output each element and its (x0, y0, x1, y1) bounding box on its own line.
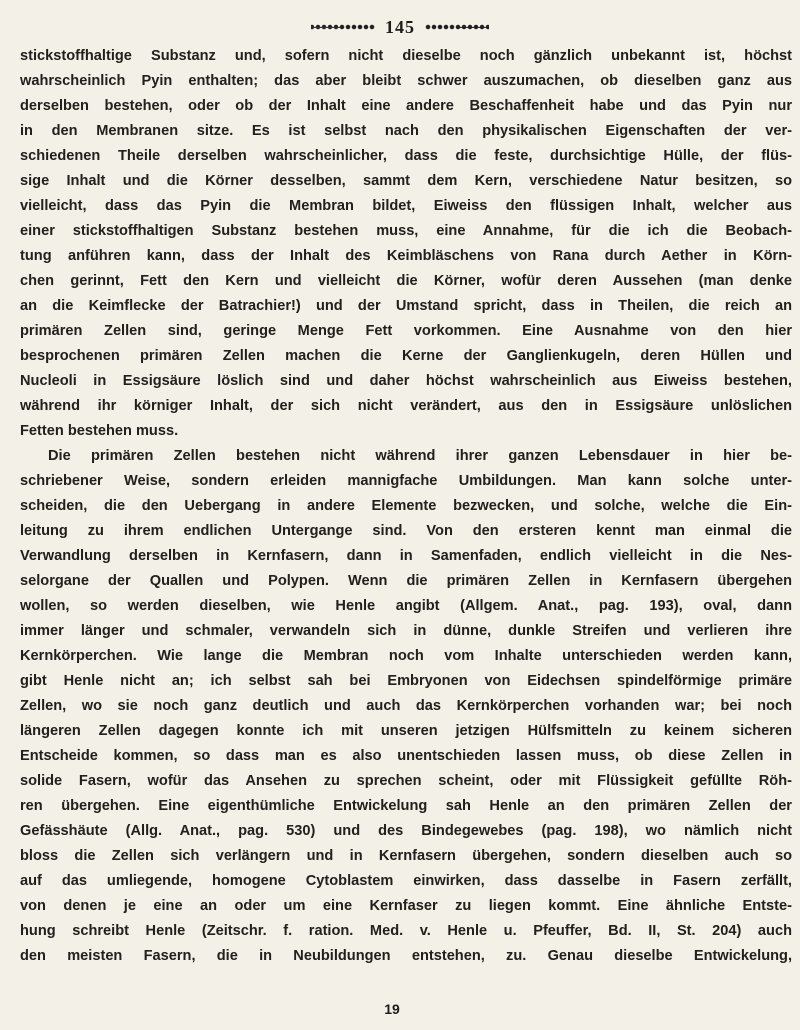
body-text (20, 44, 792, 969)
text-line: chen gerinnt, Fett den Kern und vielleicht die Körner, wofür deren Aussehen (man denke (20, 273, 792, 289)
text-line: Nucleoli in Essigsäure löslich sind und daher höchst wahrscheinlich aus Eiweiss bestehen, (20, 373, 792, 389)
ornament-right-icon (425, 24, 489, 30)
text-line: stickstoffhaltige Substanz und, sofern nicht dieselbe noch gänzlich unbekannt ist, höchst (20, 48, 792, 64)
text-line: primären Zellen sind, geringe Menge Fett vorkommen. Eine Ausnahme von den hier (20, 323, 792, 339)
text-line: tung anführen kann, dass der Inhalt des Keimbläschens von Rana durch Aether in Körn- (20, 248, 792, 264)
signature-number: 19 (384, 1001, 400, 1017)
text-line: vielleicht, dass das Pyin die Membran bildet, Eiweiss den flüssigen Inhalt, welcher aus (20, 198, 792, 214)
text-line: Fetten bestehen muss. (20, 423, 179, 439)
text-line: ren übergehen. Eine eigenthümliche Entwickelung sah Henle an den primären Zellen der (20, 798, 792, 814)
text-line: während ihr körniger Inhalt, der sich nicht verändert, aus den in Essigsäure unlöslichen (20, 398, 792, 414)
text-line: immer länger und schmaler, verwandeln sich in dünne, dunkle Streifen und verlieren ihre (20, 623, 792, 639)
text-line: derselben bestehen, oder ob der Inhalt eine andere Beschaffenheit habe und das Pyin nur (20, 98, 792, 114)
signature-mark (0, 1001, 800, 1017)
text-line: schriebener Weise, sondern erleiden mannigfache Umbildungen. Man kann solche unter- (20, 473, 792, 489)
text-line: an die Keimflecke der Batrachier!) und der Umstand spricht, dass in Theilen, die reich an (20, 298, 792, 314)
text-line: wahrscheinlich Pyin enthalten; das aber bleibt schwer auszumachen, ob dieselben ganz aus (20, 73, 792, 89)
text-line: wollen, so werden dieselben, wie Henle angibt (Allgem. Anat., pag. 193), oval, dann (20, 598, 792, 614)
text-line: scheiden, die den Uebergang in andere Elemente bezwecken, und solche, welche die Ein- (20, 498, 792, 514)
text-line: solide Fasern, wofür das Ansehen zu sprechen scheint, oder mit Flüssigkeit gefüllte Röh- (20, 773, 792, 789)
text-line: besprochenen primären Zellen machen die Kerne der Ganglienkugeln, deren Hüllen und (20, 348, 792, 364)
text-line: Verwandlung derselben in Kernfasern, dann in Samenfaden, endlich vielleicht in die Nes- (20, 548, 792, 564)
text-line: Entscheide kommen, so dass man es also unentschieden lassen muss, ob diese Zellen in (20, 748, 792, 764)
ornament-left-icon (311, 24, 375, 30)
text-line: schiedenen Theile derselben wahrscheinlicher, dass die feste, durchsichtige Hülle, der flüs- (20, 148, 792, 164)
text-line: von denen je eine an oder um eine Kernfaser zu liegen kommt. Eine ähnliche Entste- (20, 898, 792, 914)
text-line: Kernkörperchen. Wie lange die Membran noch vom Inhalte unterschieden werden kann, (20, 648, 792, 664)
text-line: den meisten Fasern, die in Neubildungen entstehen, zu. Genau dieselbe Entwickelung, (20, 948, 792, 964)
page-number: 145 (385, 16, 415, 37)
text-line: in den Membranen sitze. Es ist selbst nach den physikalischen Eigenschaften der ver- (20, 123, 792, 139)
text-line: bloss die Zellen sich verlängern und in Kernfasern übergehen, sondern dieselben auch so (20, 848, 792, 864)
text-line: leitung zu ihrem endlichen Untergange sind. Von den ersteren kennt man einmal die (20, 523, 792, 539)
text-line: selorgane der Quallen und Polypen. Wenn die primären Zellen in Kernfasern übergehen (20, 573, 792, 589)
text-line: längeren Zellen dagegen konnte ich mit unseren jetzigen Hülfsmitteln zu keinem sicheren (20, 723, 792, 739)
text-line: gibt Henle nicht an; ich selbst sah bei Embryonen von Eidechsen spindelförmige primäre (20, 673, 792, 689)
text-line: Zellen, wo sie noch ganz deutlich und auch das Kernkörperchen vorhanden war; bei noch (20, 698, 792, 714)
text-line: Die primären Zellen bestehen nicht während ihrer ganzen Lebensdauer in hier be- (48, 448, 792, 464)
page-header (0, 14, 800, 40)
text-line: Gefässhäute (Allg. Anat., pag. 530) und des Bindegewebes (pag. 198), wo nämlich nicht (20, 823, 792, 839)
text-line: sige Inhalt und die Körner desselben, sammt dem Kern, verschiedene Natur besitzen, so (20, 173, 792, 189)
text-line: hung schreibt Henle (Zeitschr. f. ration. Med. v. Henle u. Pfeuffer, Bd. II, St. 204) auch (20, 923, 792, 939)
text-line: einer stickstoffhaltigen Substanz bestehen muss, eine Annahme, für die ich die Beobach- (20, 223, 792, 239)
text-line: auf das umliegende, homogene Cytoblastem einwirken, dass dasselbe in Fasern zerfällt, (20, 873, 792, 889)
